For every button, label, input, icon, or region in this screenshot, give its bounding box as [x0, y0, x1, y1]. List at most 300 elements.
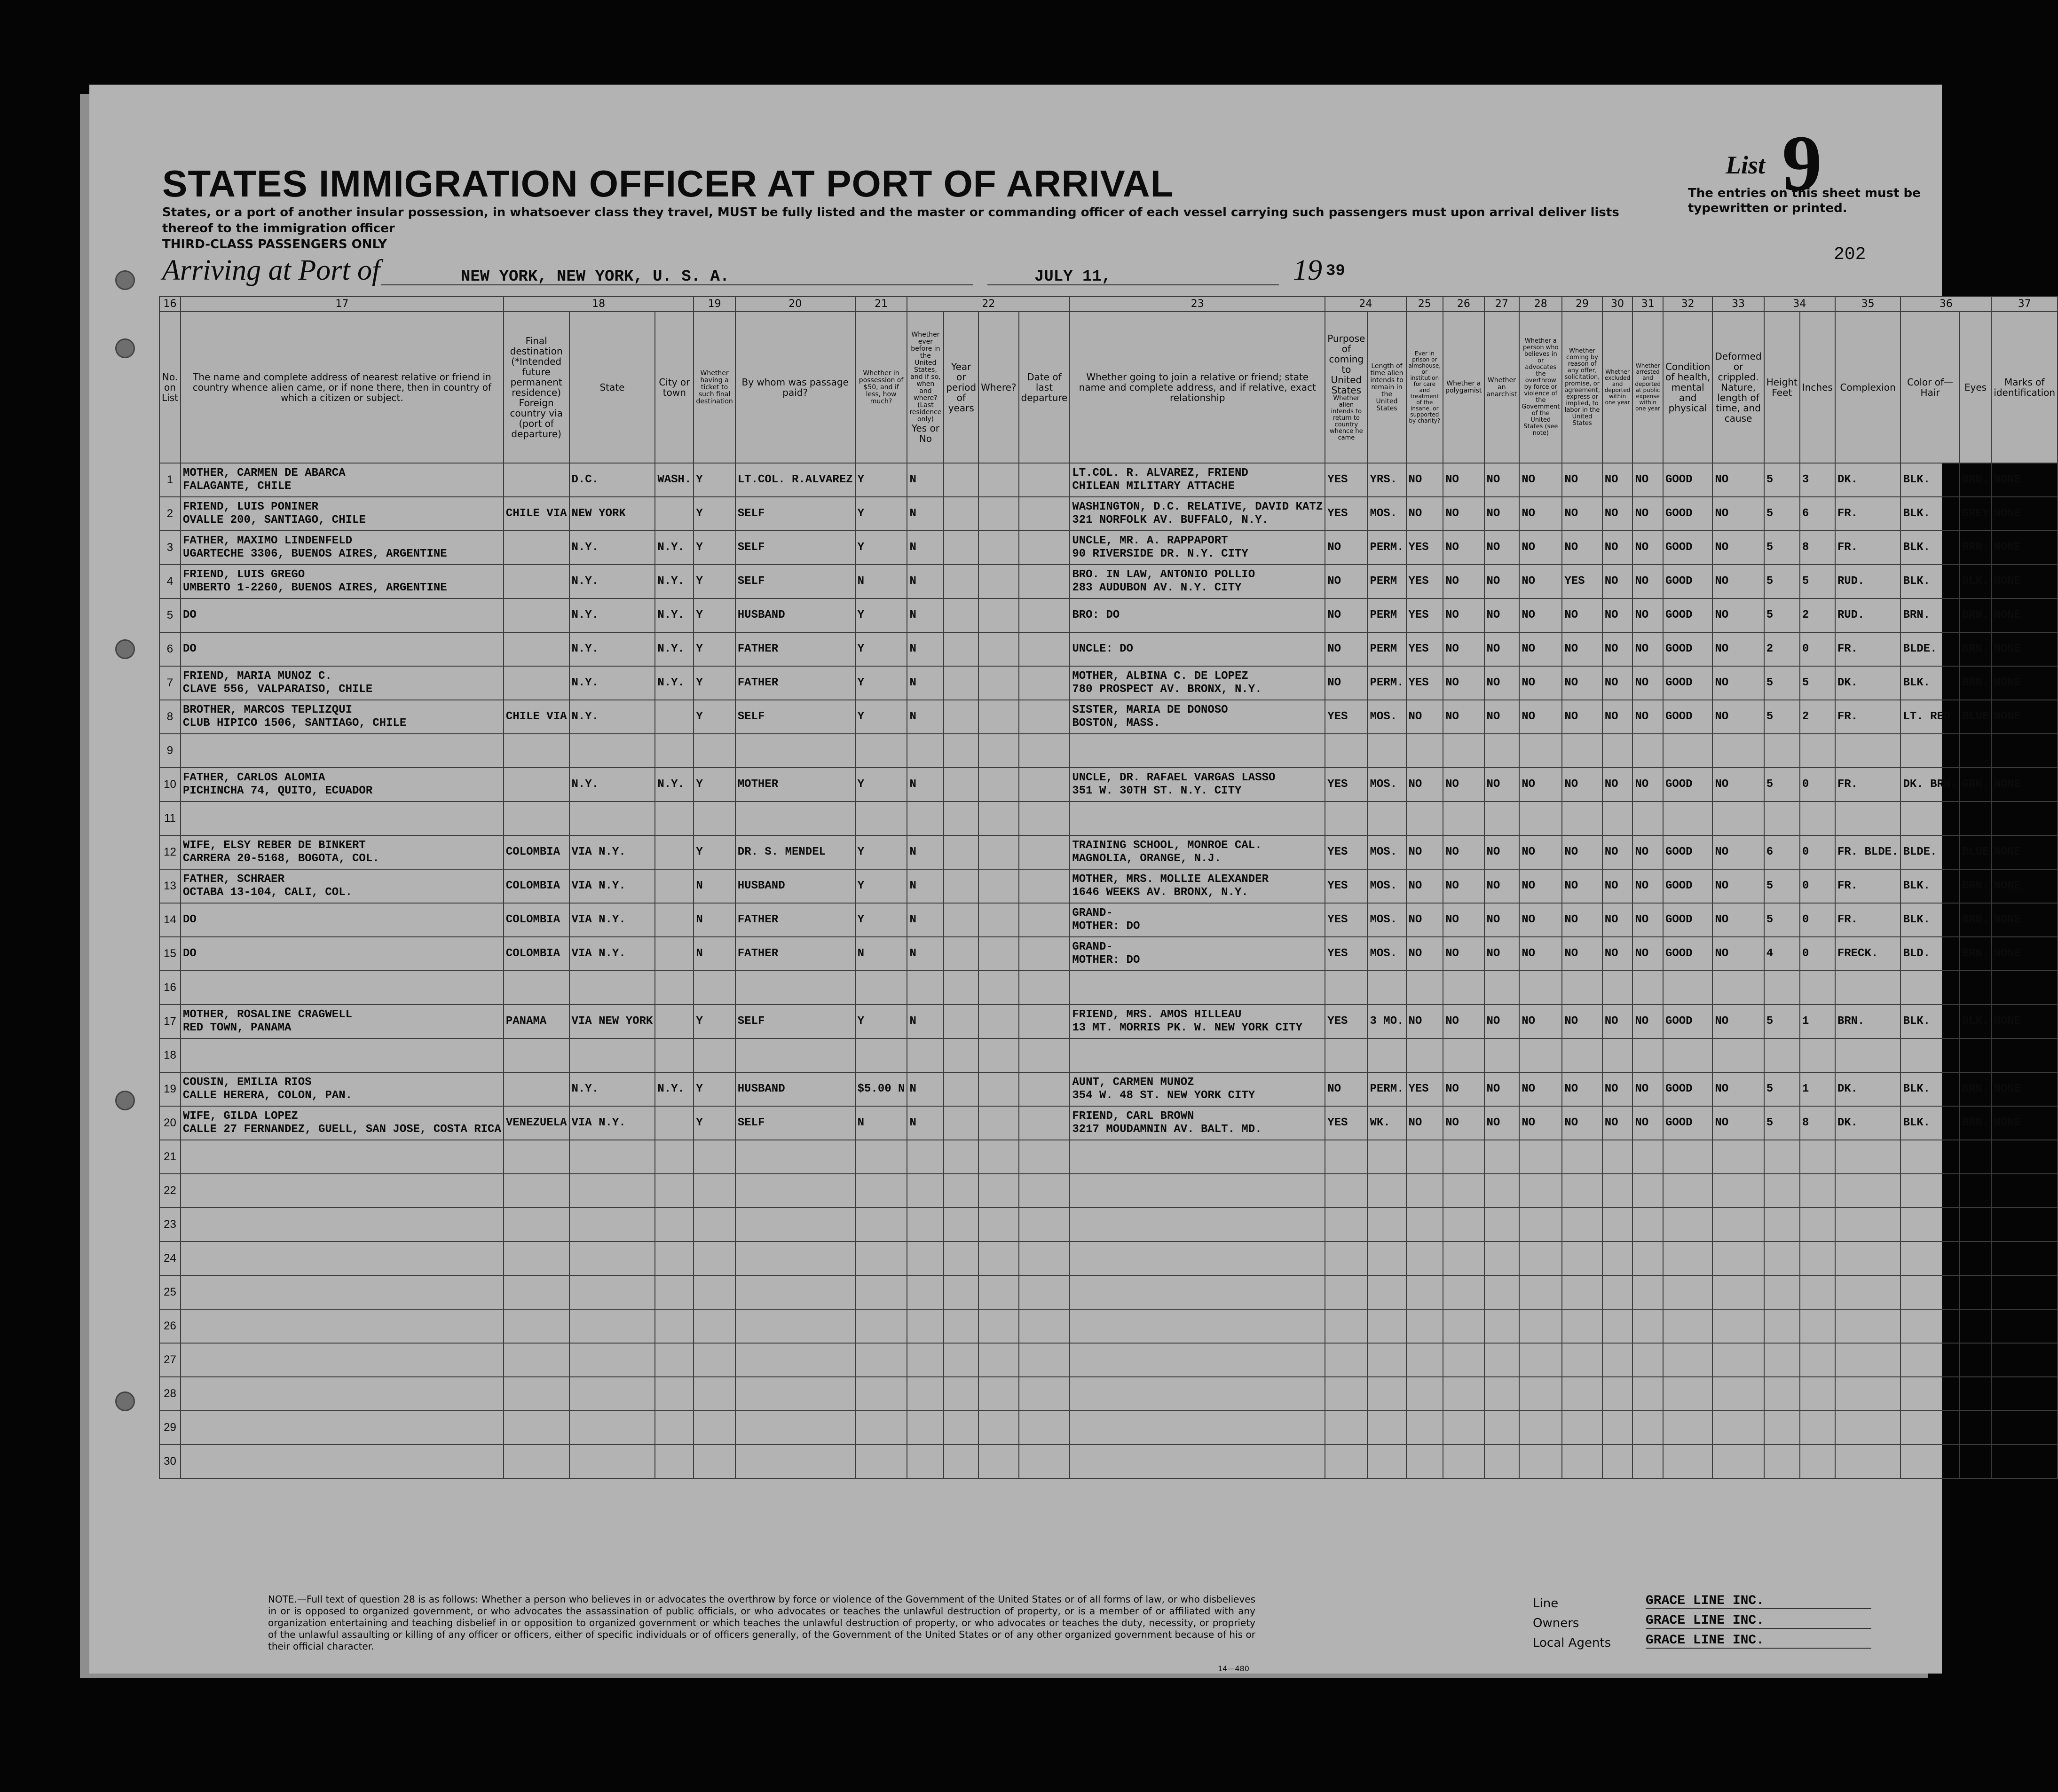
cell-overthrow: NO	[1519, 565, 1562, 598]
cell-prev-where	[978, 1445, 1018, 1478]
cell-nearest-relative	[181, 1140, 504, 1174]
cell-nearest-relative-line-1: FRIEND, MARIA MUNOZ C.	[182, 670, 332, 683]
cell-anarchist: NO	[1484, 835, 1520, 869]
header-prev-yes-no	[907, 312, 944, 463]
cell-hair: BLK.	[1900, 463, 1959, 497]
cell-joining-line-2: 354 W. 48 ST. NEW YORK CITY	[1072, 1089, 1255, 1102]
cell-polygamist: NO	[1443, 903, 1484, 937]
cell-hair	[1900, 1275, 1959, 1309]
cell-prison	[1406, 1309, 1443, 1343]
cell-deformed	[1712, 1411, 1764, 1445]
cell-hair	[1900, 1242, 1959, 1275]
cell-excluded	[1602, 1208, 1633, 1242]
year-suffix: 39	[1326, 262, 1345, 280]
cell-joining-line-2: 283 AUDUBON AV. N.Y. CITY	[1072, 582, 1242, 594]
cell-polygamist	[1443, 1174, 1484, 1208]
cell-prev-where	[978, 632, 1018, 666]
cell-complexion: FR.	[1835, 768, 1901, 802]
cell-excluded	[1602, 1343, 1633, 1377]
cell-prev-yes-no: N	[907, 632, 944, 666]
cell-city	[655, 1174, 694, 1208]
cell-state	[569, 971, 655, 1005]
cell-labor-offer: NO	[1562, 1072, 1602, 1106]
cell-prev-yes-no	[907, 1038, 944, 1072]
cell-passage-paid: MOTHER	[735, 768, 855, 802]
cell-complexion: FR.	[1835, 531, 1901, 565]
cell-deformed: NO	[1712, 463, 1764, 497]
cell-hair: BLDE.	[1900, 632, 1959, 666]
cell-prison: YES	[1406, 531, 1443, 565]
header-height-feet	[1764, 312, 1800, 463]
cell-row-number: 30	[159, 1445, 181, 1478]
cell-prev-period	[944, 1072, 978, 1106]
cell-row-number: 28	[159, 1377, 181, 1411]
cell-arrested: NO	[1632, 903, 1663, 937]
cell-height-inches	[1800, 1242, 1835, 1275]
cell-prev-yes-no: N	[907, 1005, 944, 1038]
cell-joining-line-1: FRIEND, MRS. AMOS HILLEAU	[1072, 1008, 1242, 1021]
cell-purpose-length: PERM.	[1367, 531, 1406, 565]
cell-anarchist	[1484, 1038, 1520, 1072]
cell-height-feet	[1764, 1275, 1800, 1309]
cell-marks	[1991, 1343, 2058, 1377]
cell-city	[655, 1309, 694, 1343]
cell-prev-date	[1019, 937, 1070, 971]
cell-arrested	[1632, 1377, 1663, 1411]
cell-complexion: FRECK.	[1835, 937, 1901, 971]
cell-excluded	[1602, 1411, 1633, 1445]
cell-joining-line-1: UNCLE, DR. RAFAEL VARGAS LASSO	[1072, 771, 1276, 784]
cell-foreign-country	[504, 1242, 569, 1275]
cell-complexion	[1835, 1275, 1901, 1309]
cell-health: GOOD	[1663, 835, 1712, 869]
cell-purpose-length	[1367, 1140, 1406, 1174]
cell-state: N.Y.	[569, 565, 655, 598]
cell-joining-line-1: MOTHER, ALBINA C. DE LOPEZ	[1072, 670, 1248, 683]
col-number: 37	[1991, 297, 2058, 312]
cell-eyes	[1960, 1343, 1992, 1377]
cell-joining	[1070, 1275, 1325, 1309]
cell-foreign-country	[504, 598, 569, 632]
cell-row-number: 4	[159, 565, 181, 598]
cell-deformed	[1712, 1242, 1764, 1275]
cell-marks: NONE	[1991, 937, 2058, 971]
page-title: STATES IMMIGRATION OFFICER AT PORT OF ARRIVAL	[162, 163, 1174, 204]
cell-city	[655, 1208, 694, 1242]
cell-prev-period	[944, 802, 978, 835]
cell-height-feet: 5	[1764, 463, 1800, 497]
table-row	[159, 1377, 2058, 1411]
cell-hair	[1900, 1174, 1959, 1208]
cell-row-number: 24	[159, 1242, 181, 1275]
cell-height-inches	[1800, 802, 1835, 835]
cell-row-number: 20	[159, 1106, 181, 1140]
cell-fifty-dollars	[855, 1343, 907, 1377]
cell-eyes	[1960, 1242, 1992, 1275]
header-purpose-return-label: Whether alien intends to return to country whence he came	[1330, 395, 1363, 441]
cell-marks: NONE	[1991, 632, 2058, 666]
cell-deformed	[1712, 1140, 1764, 1174]
col-number: 35	[1835, 297, 1901, 312]
cell-hair: BLDE.	[1900, 835, 1959, 869]
cell-passage-paid	[735, 1208, 855, 1242]
cell-joining-line-2: 90 RIVERSIDE DR. N.Y. CITY	[1072, 548, 1248, 560]
cell-prev-period	[944, 1140, 978, 1174]
header-prev-group: Whether ever before in the United States, and if so, when and where? (Last residence only)	[909, 330, 942, 423]
cell-joining-line-2: 1646 WEEKS AV. BRONX, N.Y.	[1072, 886, 1248, 899]
cell-ticket: Y	[694, 565, 735, 598]
cell-health	[1663, 734, 1712, 768]
cell-prison: YES	[1406, 598, 1443, 632]
cell-health	[1663, 1445, 1712, 1478]
cell-state	[569, 1411, 655, 1445]
cell-purpose-length	[1367, 1411, 1406, 1445]
cell-polygamist: NO	[1443, 1005, 1484, 1038]
cell-fifty-dollars	[855, 734, 907, 768]
header-height-group: Height	[1766, 377, 1798, 388]
cell-prev-date	[1019, 1411, 1070, 1445]
cell-purpose-length	[1367, 734, 1406, 768]
cell-excluded: NO	[1602, 869, 1633, 903]
cell-prev-yes-no: N	[907, 531, 944, 565]
cell-state: N.Y.	[569, 768, 655, 802]
cell-state	[569, 1445, 655, 1478]
cell-deformed	[1712, 1309, 1764, 1343]
cell-prev-period	[944, 1445, 978, 1478]
cell-ticket	[694, 1343, 735, 1377]
cell-excluded: NO	[1602, 835, 1633, 869]
cell-height-inches	[1800, 1208, 1835, 1242]
header-purpose-return	[1325, 312, 1367, 463]
cell-nearest-relative	[181, 1275, 504, 1309]
table-row	[159, 734, 2058, 768]
cell-complexion	[1835, 802, 1901, 835]
cell-ticket	[694, 1242, 735, 1275]
cell-foreign-country	[504, 632, 569, 666]
cell-city	[655, 903, 694, 937]
cell-anarchist	[1484, 1140, 1520, 1174]
cell-prev-where	[978, 835, 1018, 869]
cell-nearest-relative	[181, 1445, 504, 1478]
cell-nearest-relative	[181, 768, 504, 802]
cell-prev-date	[1019, 1242, 1070, 1275]
cell-labor-offer	[1562, 1242, 1602, 1275]
cell-complexion: FR.	[1835, 632, 1901, 666]
cell-purpose-length: MOS.	[1367, 903, 1406, 937]
binder-hole	[115, 1091, 135, 1110]
cell-marks	[1991, 1242, 2058, 1275]
cell-nearest-relative	[181, 1208, 504, 1242]
cell-overthrow	[1519, 1445, 1562, 1478]
cell-health	[1663, 1242, 1712, 1275]
cell-excluded: NO	[1602, 463, 1633, 497]
cell-nearest-relative-line-1: FATHER, MAXIMO LINDENFELD	[182, 534, 353, 547]
cell-arrested	[1632, 1343, 1663, 1377]
cell-polygamist: NO	[1443, 531, 1484, 565]
col-number: 29	[1562, 297, 1602, 312]
cell-arrested	[1632, 1174, 1663, 1208]
cell-foreign-country	[504, 531, 569, 565]
cell-height-feet	[1764, 1208, 1800, 1242]
cell-excluded	[1602, 1275, 1633, 1309]
table-row	[159, 632, 2058, 666]
cell-labor-offer	[1562, 1445, 1602, 1478]
cell-marks: NONE	[1991, 463, 2058, 497]
cell-ticket	[694, 1275, 735, 1309]
form-code: 14—480	[1218, 1664, 1249, 1673]
cell-prison	[1406, 1343, 1443, 1377]
cell-foreign-country	[504, 1174, 569, 1208]
cell-joining	[1070, 1174, 1325, 1208]
cell-city	[655, 1275, 694, 1309]
cell-ticket: Y	[694, 531, 735, 565]
cell-excluded: NO	[1602, 768, 1633, 802]
cell-labor-offer	[1562, 1377, 1602, 1411]
date-line	[987, 284, 1279, 285]
cell-height-feet: 5	[1764, 1005, 1800, 1038]
cell-nearest-relative	[181, 802, 504, 835]
cell-excluded: NO	[1602, 565, 1633, 598]
cell-foreign-country	[504, 1208, 569, 1242]
cell-height-inches: 5	[1800, 565, 1835, 598]
col-number: 21	[855, 297, 907, 312]
cell-prev-yes-no: N	[907, 835, 944, 869]
cell-eyes	[1960, 1309, 1992, 1343]
header-feet-label: Feet	[1772, 387, 1792, 398]
cell-joining-line-1: SISTER, MARIA DE DONOSO	[1072, 704, 1228, 716]
cell-anarchist: NO	[1484, 666, 1520, 700]
cell-foreign-country: VENEZUELA	[504, 1106, 569, 1140]
cell-purpose-return: YES	[1325, 497, 1367, 531]
cell-row-number: 27	[159, 1343, 181, 1377]
cell-hair	[1900, 802, 1959, 835]
cell-passage-paid	[735, 1174, 855, 1208]
cell-joining	[1070, 700, 1325, 734]
cell-eyes	[1960, 734, 1992, 768]
cell-deformed: NO	[1712, 497, 1764, 531]
col-number: 22	[907, 297, 1070, 312]
cell-height-inches: 2	[1800, 598, 1835, 632]
cell-joining	[1070, 1208, 1325, 1242]
cell-anarchist: NO	[1484, 531, 1520, 565]
cell-city	[655, 1343, 694, 1377]
cell-eyes: BRN.	[1960, 598, 1992, 632]
cell-height-inches	[1800, 1174, 1835, 1208]
cell-state: VIA N.Y.	[569, 1106, 655, 1140]
cell-health: GOOD	[1663, 666, 1712, 700]
cell-height-feet	[1764, 1309, 1800, 1343]
cell-height-feet	[1764, 734, 1800, 768]
cell-prev-period	[944, 1377, 978, 1411]
cell-eyes	[1960, 802, 1992, 835]
header-foreign-via: Foreign country via (port of departure)	[510, 397, 563, 440]
cell-state	[569, 1275, 655, 1309]
cell-nearest-relative	[181, 463, 504, 497]
cell-height-feet	[1764, 971, 1800, 1005]
cell-arrested	[1632, 1445, 1663, 1478]
cell-marks	[1991, 1309, 2058, 1343]
header-color-group: Color of—	[1907, 377, 1953, 388]
cell-prev-yes-no	[907, 1411, 944, 1445]
cell-eyes	[1960, 1275, 1992, 1309]
cell-ticket: N	[694, 937, 735, 971]
cell-prev-yes-no	[907, 1140, 944, 1174]
cell-purpose-length	[1367, 1445, 1406, 1478]
cell-ticket: Y	[694, 1072, 735, 1106]
cell-row-number: 19	[159, 1072, 181, 1106]
cell-health: GOOD	[1663, 598, 1712, 632]
cell-prev-yes-no: N	[907, 869, 944, 903]
cell-marks: NONE	[1991, 700, 2058, 734]
cell-state: VIA N.Y.	[569, 869, 655, 903]
cell-health	[1663, 1208, 1712, 1242]
table-row	[159, 768, 2058, 802]
cell-nearest-relative	[181, 1343, 504, 1377]
cell-overthrow	[1519, 1140, 1562, 1174]
cell-purpose-length: MOS.	[1367, 497, 1406, 531]
cell-passage-paid	[735, 802, 855, 835]
cell-prev-yes-no	[907, 1309, 944, 1343]
cell-health	[1663, 802, 1712, 835]
cell-passage-paid: SELF	[735, 700, 855, 734]
table-row	[159, 497, 2058, 531]
cell-health: GOOD	[1663, 937, 1712, 971]
cell-marks	[1991, 1411, 2058, 1445]
cell-prison: NO	[1406, 1106, 1443, 1140]
cell-deformed	[1712, 1377, 1764, 1411]
header-joining: Whether going to join a relative or friend; state name and complete address, and if relative, exact relationship	[1070, 312, 1325, 463]
cell-fifty-dollars	[855, 971, 907, 1005]
cell-prison	[1406, 802, 1443, 835]
cell-arrested: NO	[1632, 835, 1663, 869]
cell-labor-offer: NO	[1562, 666, 1602, 700]
cell-excluded: NO	[1602, 666, 1633, 700]
cell-ticket: Y	[694, 835, 735, 869]
cell-marks: NONE	[1991, 1106, 2058, 1140]
cell-excluded: NO	[1602, 903, 1633, 937]
cell-prev-date	[1019, 1275, 1070, 1309]
cell-anarchist: NO	[1484, 1005, 1520, 1038]
cell-arrested	[1632, 802, 1663, 835]
cell-state	[569, 1208, 655, 1242]
cell-prison: NO	[1406, 869, 1443, 903]
cell-anarchist: NO	[1484, 700, 1520, 734]
cell-height-inches	[1800, 971, 1835, 1005]
header-health: Condition of health, mental and physical	[1663, 312, 1712, 463]
cell-hair: BLK.	[1900, 531, 1959, 565]
cell-polygamist	[1443, 734, 1484, 768]
header-overthrow: Whether a person who believes in or advocates the overthrow by force or violence of the Government of the United States (see note)	[1519, 312, 1562, 463]
cell-polygamist: NO	[1443, 835, 1484, 869]
cell-eyes	[1960, 1445, 1992, 1478]
cell-fifty-dollars: Y	[855, 497, 907, 531]
cell-nearest-relative-line-1: FRIEND, LUIS GREGO	[182, 568, 305, 581]
cell-city	[655, 700, 694, 734]
col-number: 32	[1663, 297, 1712, 312]
cell-joining-line-2: MOTHER: DO	[1072, 954, 1140, 967]
cell-deformed	[1712, 1445, 1764, 1478]
cell-state	[569, 1242, 655, 1275]
cell-prev-period	[944, 598, 978, 632]
cell-nearest-relative	[181, 598, 504, 632]
cell-nearest-relative-line-1: FRIEND, LUIS PONINER	[182, 501, 318, 513]
cell-nearest-relative-line-2: RED TOWN, PANAMA	[182, 1022, 292, 1034]
header-anarchist: Whether an anarchist	[1484, 312, 1520, 463]
cell-overthrow: NO	[1519, 632, 1562, 666]
cell-fifty-dollars	[855, 1411, 907, 1445]
cell-arrested	[1632, 1275, 1663, 1309]
col-number: 17	[181, 297, 504, 312]
cell-fifty-dollars: Y	[855, 700, 907, 734]
cell-joining-line-1: UNCLE: DO	[1072, 643, 1133, 655]
cell-joining-line-1: LT.COL. R. ALVAREZ, FRIEND	[1072, 467, 1248, 479]
cell-health: GOOD	[1663, 768, 1712, 802]
cell-prev-period	[944, 1208, 978, 1242]
col-number: 33	[1712, 297, 1764, 312]
cell-nearest-relative	[181, 1242, 504, 1275]
cell-purpose-return	[1325, 1174, 1367, 1208]
cell-deformed: NO	[1712, 598, 1764, 632]
cell-prev-date	[1019, 869, 1070, 903]
cell-prev-yes-no: N	[907, 497, 944, 531]
cell-prev-where	[978, 734, 1018, 768]
cell-passage-paid	[735, 1140, 855, 1174]
cell-purpose-return	[1325, 1208, 1367, 1242]
cell-health	[1663, 1411, 1712, 1445]
header-final-destination: Final destination (*Intended future permanent residence)	[510, 335, 563, 398]
cell-overthrow	[1519, 1242, 1562, 1275]
cell-nearest-relative-line-1: FATHER, SCHRAER	[182, 873, 284, 886]
cell-state: N.Y.	[569, 632, 655, 666]
cell-prev-yes-no: N	[907, 937, 944, 971]
cell-deformed: NO	[1712, 768, 1764, 802]
header-fifty-dollars: Whether in possession of $50, and if less, how much?	[855, 312, 907, 463]
cell-joining	[1070, 835, 1325, 869]
cell-complexion: DK.	[1835, 463, 1901, 497]
cell-state: N.Y.	[569, 666, 655, 700]
cell-prev-yes-no: N	[907, 565, 944, 598]
cell-prev-where	[978, 903, 1018, 937]
header-hair-label: Hair	[1920, 387, 1940, 398]
cell-city	[655, 497, 694, 531]
cell-prev-period	[944, 1005, 978, 1038]
cell-prev-yes-no	[907, 734, 944, 768]
cell-prev-period	[944, 1242, 978, 1275]
cell-purpose-return	[1325, 1343, 1367, 1377]
cell-complexion: FR.	[1835, 903, 1901, 937]
cell-prev-where	[978, 802, 1018, 835]
cell-foreign-country	[504, 1377, 569, 1411]
table-row	[159, 835, 2058, 869]
cell-joining	[1070, 869, 1325, 903]
cell-joining	[1070, 1377, 1325, 1411]
cell-passage-paid: SELF	[735, 1106, 855, 1140]
cell-excluded	[1602, 1038, 1633, 1072]
cell-purpose-return: YES	[1325, 700, 1367, 734]
cell-prev-yes-no: N	[907, 666, 944, 700]
cell-prev-period	[944, 869, 978, 903]
cell-passage-paid	[735, 734, 855, 768]
header-row	[159, 312, 2058, 463]
cell-prison	[1406, 1377, 1443, 1411]
cell-purpose-length: MOS.	[1367, 768, 1406, 802]
cell-nearest-relative	[181, 1309, 504, 1343]
port-value: NEW YORK, NEW YORK, U. S. A.	[461, 268, 730, 286]
cell-polygamist: NO	[1443, 937, 1484, 971]
cell-labor-offer: NO	[1562, 463, 1602, 497]
cell-fifty-dollars	[855, 1140, 907, 1174]
cell-complexion: DK.	[1835, 666, 1901, 700]
